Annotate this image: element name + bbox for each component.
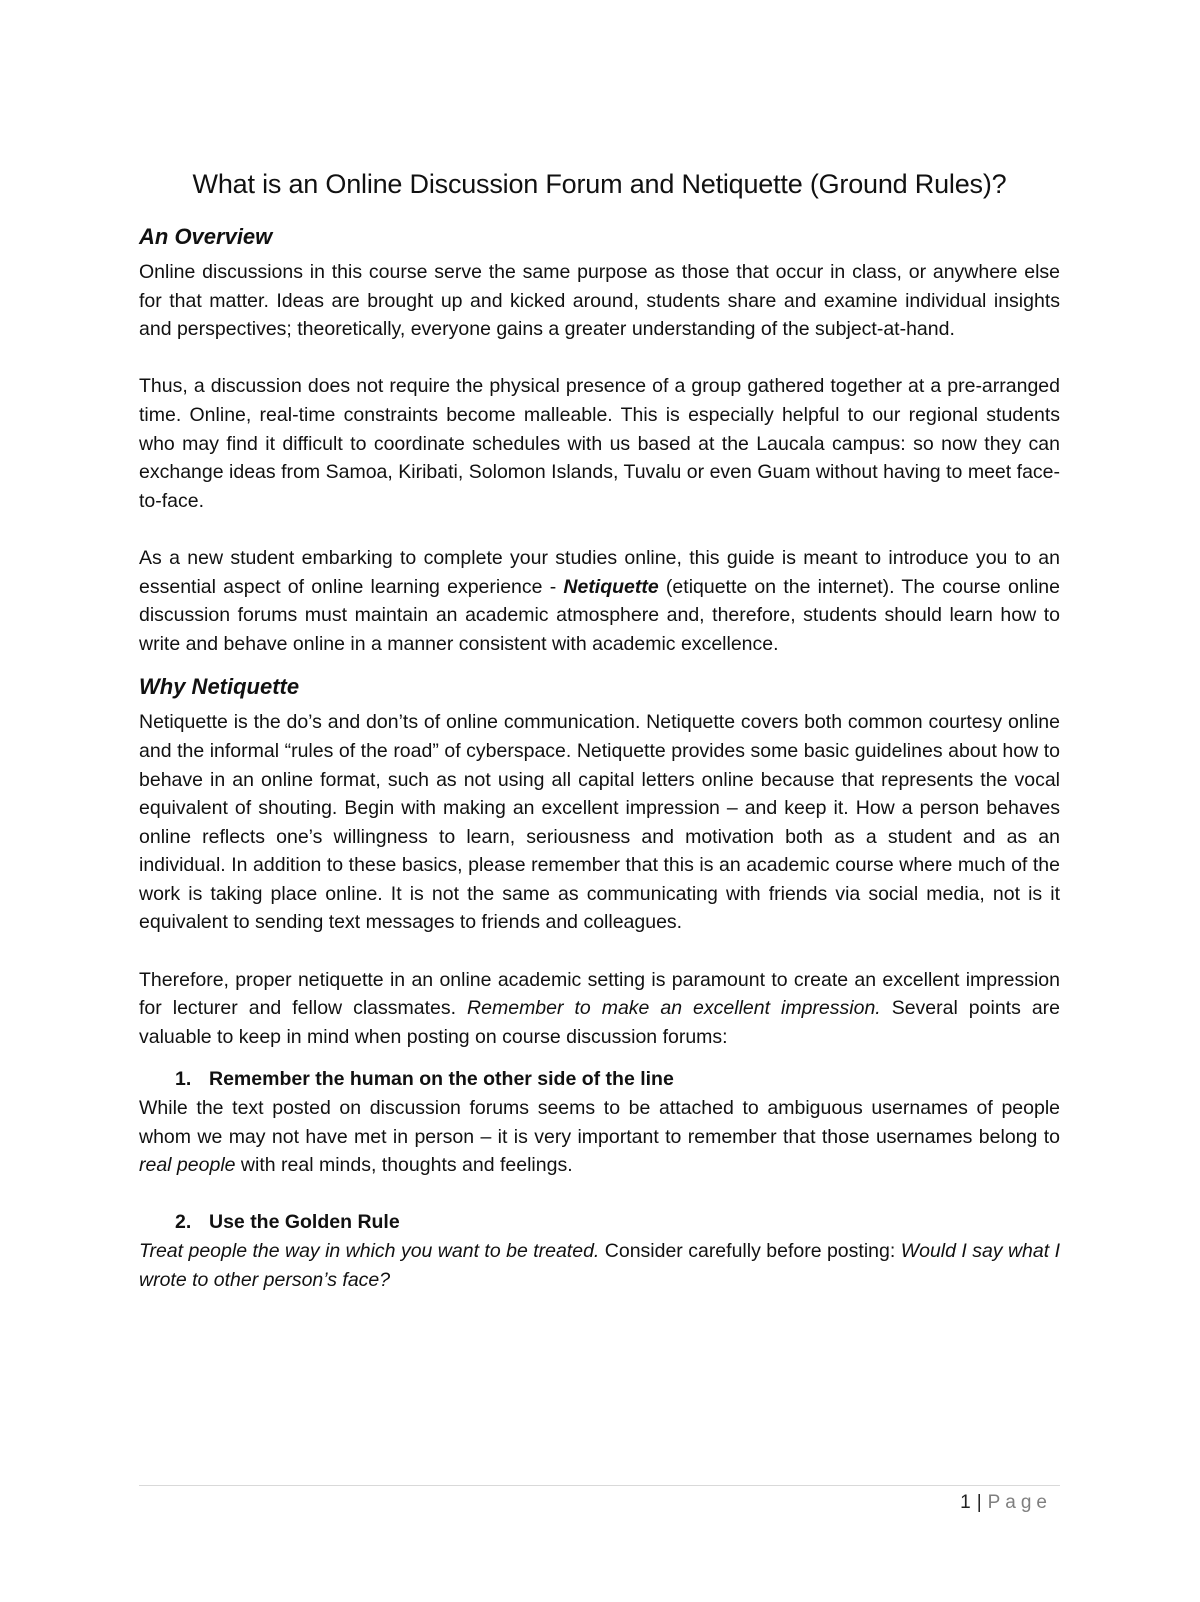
why-paragraph-2-emphasis: Remember to make an excellent impression. [467, 997, 881, 1020]
why-paragraph-2 [139, 966, 1060, 1052]
page-footer [960, 1490, 1052, 1516]
rule-1-number: 1. [175, 1068, 192, 1091]
page-separator: | [976, 1492, 982, 1513]
why-paragraph-2-end: Several points are valuable to keep in mind when posting on course discussion forums: [139, 997, 1061, 1048]
page-number: 1 [960, 1492, 971, 1513]
overview-paragraph-3 [139, 544, 1060, 658]
overview-paragraph-3-end: (etiquette on the internet). The course online discussion forums must maintain an academic atmosphere and, therefore, students should learn how to write and behave online in a manner consistent with academic excellence. [139, 575, 1060, 655]
footer-divider [139, 1485, 1060, 1486]
overview-paragraph-1: Online discussions in this course serve the same purpose as those that occur in class, or anywhere else for that matter. Ideas are brought up and kicked around, students share and examine individual insights and perspectives; theoretically, everyone gains a greater understanding of the subject-at-hand. [139, 261, 1060, 341]
rule-2-number: 2. [175, 1211, 192, 1234]
page-label: Page [987, 1492, 1052, 1513]
rule-2-title: Use the Golden Rule [209, 1211, 400, 1234]
why-netiquette-heading: Why Netiquette [139, 674, 300, 700]
rule-1-title: Remember the human on the other side of the line [209, 1068, 674, 1091]
rule-2-text-emphasis-2: Would I say what I wrote to other person’s face? [139, 1240, 1061, 1291]
overview-paragraph-2: Thus, a discussion does not require the physical presence of a group gathered together at a pre-arranged time. Online, real-time constraints become malleable. This is especially helpful to our regional students who may find it difficult to coordinate schedules with us based at the Laucala campus: so now they can exchange ideas from Samoa, Kiribati, Solomon Islands, Tuvalu or even Guam without having to meet face-to-face. [139, 375, 1060, 512]
rule-1-text [139, 1094, 1060, 1180]
rule-1-text-start: While the text posted on discussion forums seems to be attached to ambiguous usernames of people whom we may not have met in person – it is very important to remember that those usernames belong to [139, 1097, 1060, 1148]
overview-paragraph-3-start: As a new student embarking to complete your studies online, this guide is meant to introduce you to an essential aspect of online learning experience - [139, 546, 1060, 598]
overview-heading: An Overview [139, 224, 273, 249]
page-content [139, 166, 1060, 1294]
rule-1-text-end: with real minds, thoughts and feelings. [235, 1154, 573, 1177]
why-paragraph-1: Netiquette is the do’s and don’ts of online communication. Netiquette covers both common courtesy online and the informal “rules of the road” of cyberspace. Netiquette provides some basic guidelines about how to behave in an online format, such as not using all capital letters online because that represents the vocal equivalent of shouting. Begin with making an excellent impression – and keep it. How a person behaves online reflects one’s willingness to learn, seriousness and motivation both as a student and as an individual. In addition to these basics, please remember that this is an academic course where much of the work is taking place online. It is not the same as communicating with friends via social media, not is it equivalent to sending text messages to friends and colleagues. [139, 711, 1060, 934]
rule-2-text [139, 1237, 1060, 1294]
rule-2-heading [175, 1208, 1060, 1237]
rule-1-text-emphasis: real people [139, 1154, 236, 1177]
rule-2-text-middle: Consider carefully before posting: [599, 1240, 901, 1262]
why-paragraph-2-start: Therefore, proper netiquette in an online academic setting is paramount to create an excellent impression for lecturer and fellow classmates. [139, 968, 1060, 1020]
rule-2-text-emphasis-1: Treat people the way in which you want to be treated. [139, 1240, 600, 1262]
rule-1-heading [175, 1065, 1060, 1094]
document-title: What is an Online Discussion Forum and Netiquette (Ground Rules)? [192, 169, 1007, 199]
netiquette-term: Netiquette [563, 575, 659, 598]
